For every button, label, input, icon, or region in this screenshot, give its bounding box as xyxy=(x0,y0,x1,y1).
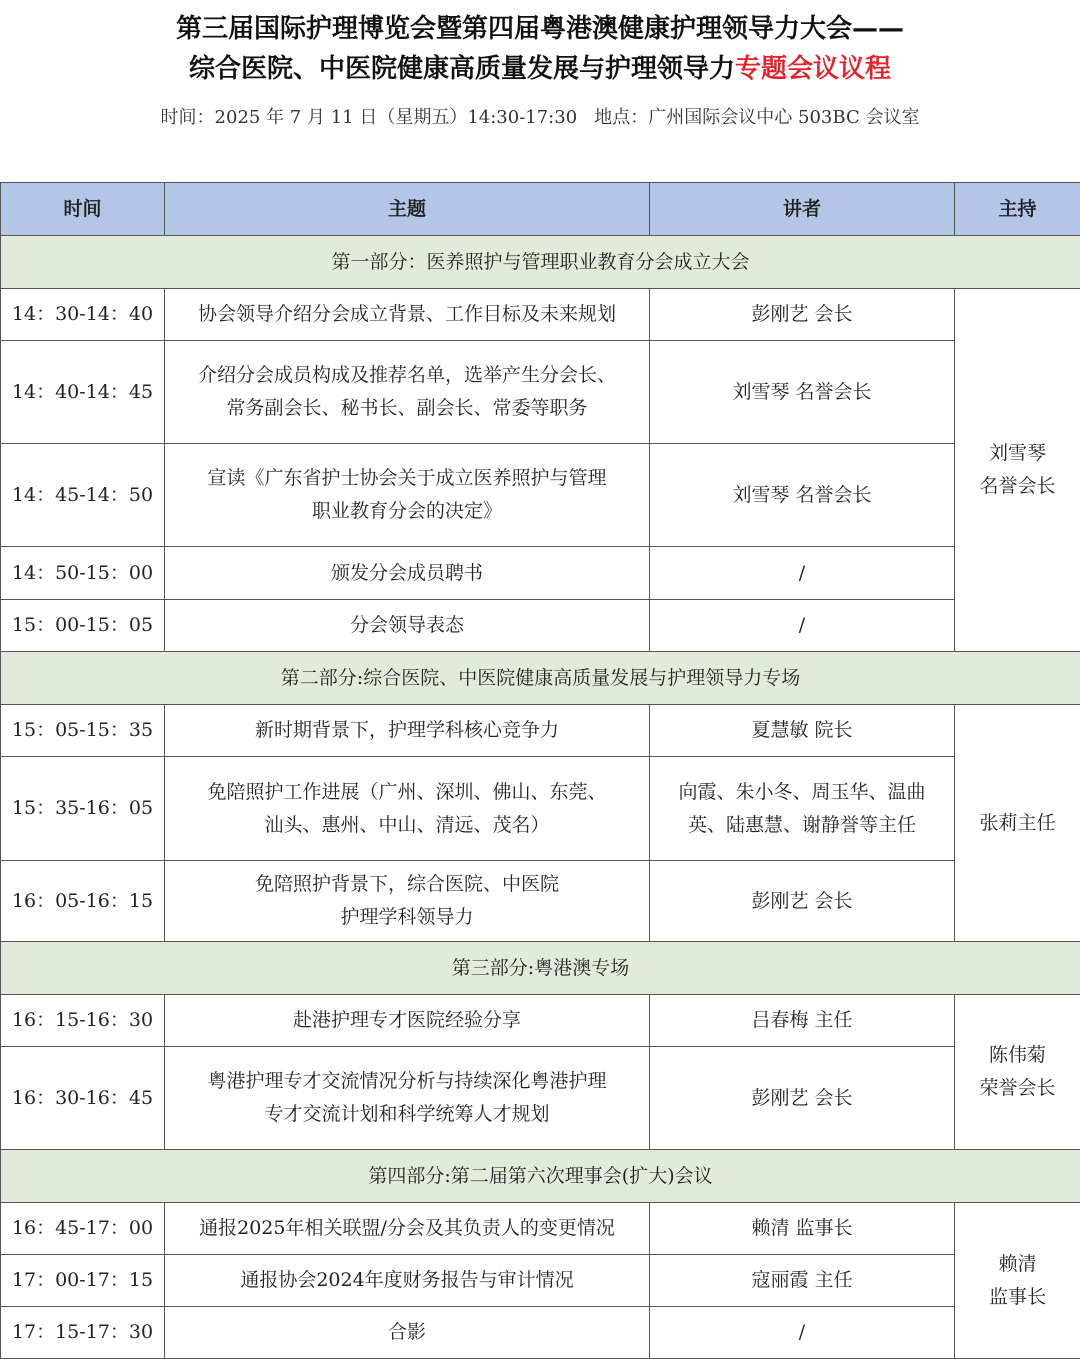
topic-line: 赴港护理专才医院经验分享 xyxy=(171,1004,643,1037)
host-line: 名誉会长 xyxy=(961,470,1074,503)
topic-line: 常务副会长、秘书长、副会长、常委等职务 xyxy=(171,392,643,425)
table-row xyxy=(1,289,1080,341)
column-header-time: 时间 xyxy=(1,183,165,236)
time-cell: 16：15-16：30 xyxy=(1,995,165,1047)
speaker-cell xyxy=(650,705,955,757)
speaker-cell xyxy=(650,1307,955,1359)
topic-cell xyxy=(165,861,650,942)
table-row xyxy=(1,995,1080,1047)
speaker-line: 赖清 监事长 xyxy=(656,1212,948,1245)
host-line: 刘雪琴 xyxy=(961,437,1074,470)
speaker-cell xyxy=(650,861,955,942)
speaker-line: 吕春梅 主任 xyxy=(656,1004,948,1037)
table-row xyxy=(1,1047,1080,1150)
table-header-row xyxy=(1,183,1080,236)
topic-line: 汕头、惠州、中山、清远、茂名） xyxy=(171,809,643,842)
host-cell xyxy=(955,995,1080,1150)
time-cell: 14：50-15：00 xyxy=(1,547,165,600)
topic-line: 护理学科领导力 xyxy=(171,901,643,934)
topic-cell xyxy=(165,1307,650,1359)
speaker-cell xyxy=(650,341,955,444)
section-title: 第二部分:综合医院、中医院健康高质量发展与护理领导力专场 xyxy=(1,652,1080,705)
topic-line: 职业教育分会的决定》 xyxy=(171,495,643,528)
column-header-host: 主持 xyxy=(955,183,1080,236)
speaker-line: 彭刚艺 会长 xyxy=(656,885,948,918)
page-title-line2 xyxy=(0,48,1080,85)
host-cell xyxy=(955,705,1080,942)
speaker-cell xyxy=(650,547,955,600)
time-cell: 15：05-15：35 xyxy=(1,705,165,757)
topic-cell xyxy=(165,444,650,547)
topic-cell xyxy=(165,600,650,652)
page-title-main: 综合医院、中医院健康高质量发展与护理领导力 xyxy=(189,54,735,84)
column-header-speaker: 讲者 xyxy=(650,183,955,236)
speaker-cell xyxy=(650,600,955,652)
topic-line: 宣读《广东省护士协会关于成立医养照护与管理 xyxy=(171,462,643,495)
table-row xyxy=(1,547,1080,600)
time-cell: 14：30-14：40 xyxy=(1,289,165,341)
speaker-line: 彭刚艺 会长 xyxy=(656,1082,948,1115)
host-line: 张莉主任 xyxy=(961,807,1074,840)
time-cell: 15：00-15：05 xyxy=(1,600,165,652)
speaker-cell xyxy=(650,995,955,1047)
topic-line: 粤港护理专才交流情况分析与持续深化粤港护理 xyxy=(171,1065,643,1098)
time-cell: 14：40-14：45 xyxy=(1,341,165,444)
topic-line: 颁发分会成员聘书 xyxy=(171,557,643,590)
speaker-line: 英、陆惠慧、谢静誉等主任 xyxy=(656,809,948,842)
speaker-line: 向霞、朱小冬、周玉华、温曲 xyxy=(656,776,948,809)
table-row xyxy=(1,341,1080,444)
section-row xyxy=(1,1150,1080,1203)
section-row xyxy=(1,942,1080,995)
speaker-line: 彭刚艺 会长 xyxy=(656,298,948,331)
speaker-line: / xyxy=(656,609,948,642)
time-cell: 16：45-17：00 xyxy=(1,1203,165,1255)
table-row xyxy=(1,1203,1080,1255)
topic-cell xyxy=(165,547,650,600)
table-row xyxy=(1,1307,1080,1359)
speaker-line: 刘雪琴 名誉会长 xyxy=(656,376,948,409)
topic-cell xyxy=(165,757,650,861)
host-line: 监事长 xyxy=(961,1281,1074,1314)
speaker-cell xyxy=(650,1203,955,1255)
section-row xyxy=(1,236,1080,289)
speaker-line: / xyxy=(656,557,948,590)
section-title: 第一部分：医养照护与管理职业教育分会成立大会 xyxy=(1,236,1080,289)
host-cell xyxy=(955,1203,1080,1359)
table-row xyxy=(1,1255,1080,1307)
agenda-table xyxy=(0,182,1080,1359)
topic-cell xyxy=(165,705,650,757)
table-row xyxy=(1,600,1080,652)
host-line: 陈伟菊 xyxy=(961,1039,1074,1072)
topic-line: 分会领导表态 xyxy=(171,609,643,642)
table-row xyxy=(1,861,1080,942)
page-title-accent: 专题会议议程 xyxy=(735,54,891,84)
speaker-line: 刘雪琴 名誉会长 xyxy=(656,479,948,512)
topic-cell xyxy=(165,341,650,444)
time-cell: 16：05-16：15 xyxy=(1,861,165,942)
topic-line: 通报协会2024年度财务报告与审计情况 xyxy=(171,1264,643,1297)
speaker-cell xyxy=(650,444,955,547)
topic-line: 免陪照护工作进展（广州、深圳、佛山、东莞、 xyxy=(171,776,643,809)
topic-line: 新时期背景下，护理学科核心竞争力 xyxy=(171,714,643,747)
column-header-topic: 主题 xyxy=(165,183,650,236)
host-line: 赖清 xyxy=(961,1248,1074,1281)
host-line: 荣誉会长 xyxy=(961,1072,1074,1105)
page-title-line1: 第三届国际护理博览会暨第四届粤港澳健康护理领导力大会—— xyxy=(0,8,1080,45)
meeting-time-location: 时间：2025 年 7 月 11 日（星期五）14:30-17:30 地点：广州国际会议中心 503BC 会议室 xyxy=(0,103,1080,129)
time-cell: 14：45-14：50 xyxy=(1,444,165,547)
speaker-line: 寇丽霞 主任 xyxy=(656,1264,948,1297)
topic-line: 介绍分会成员构成及推荐名单，选举产生分会长、 xyxy=(171,359,643,392)
table-row xyxy=(1,444,1080,547)
topic-cell xyxy=(165,1047,650,1150)
host-cell xyxy=(955,289,1080,652)
time-cell: 15：35-16：05 xyxy=(1,757,165,861)
section-title: 第三部分:粤港澳专场 xyxy=(1,942,1080,995)
topic-line: 通报2025年相关联盟/分会及其负责人的变更情况 xyxy=(171,1212,643,1245)
topic-line: 免陪照护背景下，综合医院、中医院 xyxy=(171,868,643,901)
time-cell: 16：30-16：45 xyxy=(1,1047,165,1150)
time-cell: 17：00-17：15 xyxy=(1,1255,165,1307)
speaker-cell xyxy=(650,1047,955,1150)
section-title: 第四部分:第二届第六次理事会(扩大)会议 xyxy=(1,1150,1080,1203)
topic-line: 合影 xyxy=(171,1316,643,1349)
table-row xyxy=(1,705,1080,757)
topic-cell xyxy=(165,1255,650,1307)
speaker-cell xyxy=(650,757,955,861)
topic-line: 专才交流计划和科学统筹人才规划 xyxy=(171,1098,643,1131)
table-row xyxy=(1,757,1080,861)
topic-line: 协会领导介绍分会成立背景、工作目标及未来规划 xyxy=(171,298,643,331)
topic-cell xyxy=(165,1203,650,1255)
speaker-cell xyxy=(650,1255,955,1307)
topic-cell xyxy=(165,995,650,1047)
time-cell: 17：15-17：30 xyxy=(1,1307,165,1359)
speaker-line: / xyxy=(656,1316,948,1349)
speaker-line: 夏慧敏 院长 xyxy=(656,714,948,747)
section-row xyxy=(1,652,1080,705)
speaker-cell xyxy=(650,289,955,341)
topic-cell xyxy=(165,289,650,341)
